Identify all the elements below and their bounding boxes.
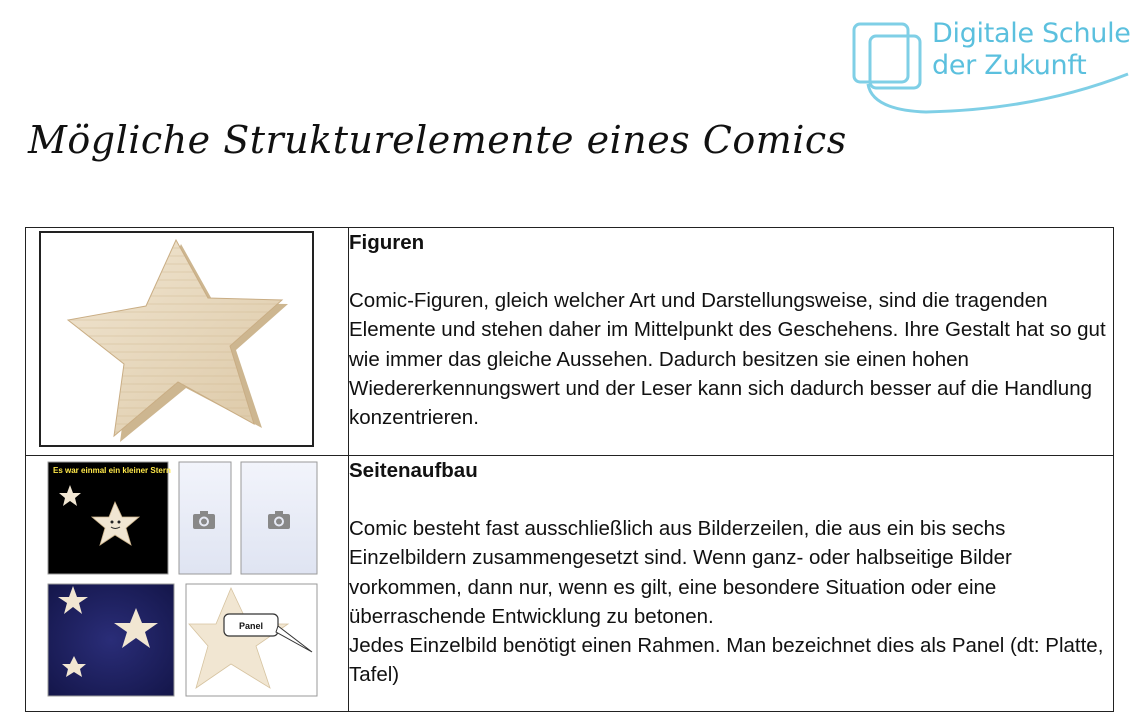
structure-table xyxy=(25,227,1114,712)
figure-image-cell xyxy=(26,228,349,456)
table-row-figuren xyxy=(26,228,1114,456)
figuren-text-cell xyxy=(349,228,1114,456)
seitenaufbau-paragraph-2: Jedes Einzelbild benötigt einen Rahmen. Man bezeichnet dies als Panel (dt: Platte, Tafel) xyxy=(349,634,1104,687)
comic-layout-cell xyxy=(26,456,349,712)
figuren-paragraph: Comic-Figuren, gleich welcher Art und Darstellungsweise, sind die tragenden Elemente und stehen daher im Mittelpunkt des Geschehens. Ihre Gestalt hat so gut wie immer das gleiche Aussehen. Dadurch besitzen sie einen hohen Wiedererkennungswert und der Leser kann sich dadurch besser auf die Handlung konzentrieren. xyxy=(349,289,1106,430)
seitenaufbau-paragraph: Comic besteht fast ausschließlich aus Bilderzeilen, die aus ein bis sechs Einzelbildern zusammengesetzt sind. Wenn ganz- oder halbseitige Bilder vorkommen, dann nur, wenn es gilt, eine besondere Situation oder eine überraschende Entwicklung zu betonen. xyxy=(349,517,1012,628)
table-row-seitenaufbau xyxy=(26,456,1114,712)
seitenaufbau-text-cell xyxy=(349,456,1114,712)
logo-line-2: der Zukunft xyxy=(932,50,1087,81)
logo-text xyxy=(932,18,1131,82)
panel-label: Panel xyxy=(238,621,264,631)
comic-caption: Es war einmal ein kleiner Stern xyxy=(53,466,171,475)
logo-line-1: Digitale Schule xyxy=(932,18,1131,49)
comic-layout-image xyxy=(26,456,348,706)
wooden-star-image xyxy=(26,228,348,450)
seitenaufbau-heading: Seitenaufbau xyxy=(349,459,478,482)
figuren-heading: Figuren xyxy=(349,231,425,254)
page-title: Mögliche Strukturelemente eines Comics xyxy=(28,118,847,162)
